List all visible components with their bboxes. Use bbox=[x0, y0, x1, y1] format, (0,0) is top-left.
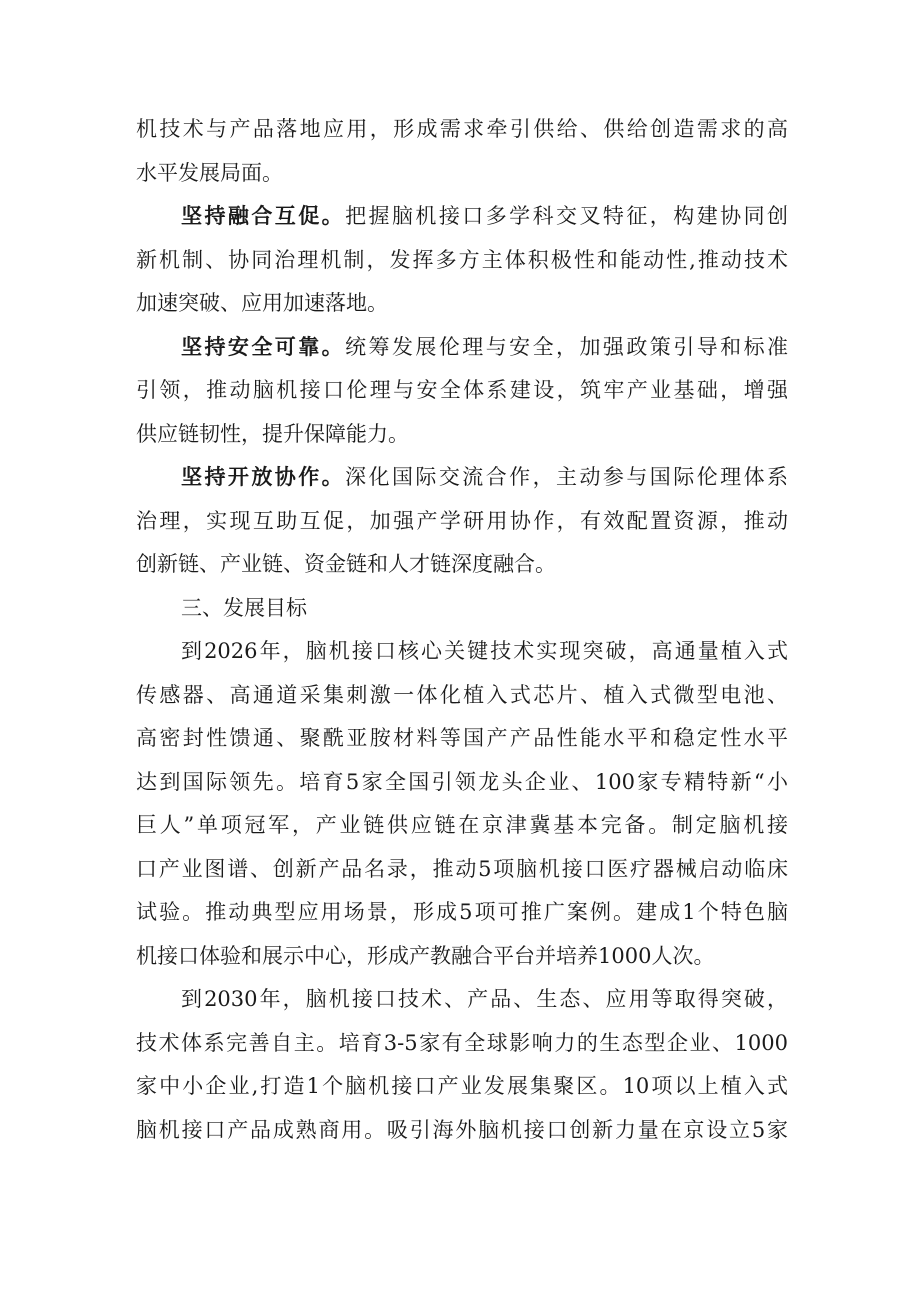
paragraph-text: 统筹发展伦理与安全，加强政策引导和标准 bbox=[345, 334, 789, 359]
text-line: 高密封性馈通、聚酰亚胺材料等国产产品性能水平和稳定性水平 bbox=[136, 726, 788, 750]
text-line: 加速突破、应用加速落地。 bbox=[136, 291, 388, 315]
paragraph-lead: 坚持融合互促。 bbox=[181, 204, 346, 228]
text-line: 创新链、产业链、资金链和人才链深度融合。 bbox=[136, 552, 556, 576]
paragraph-text: 深化国际交流合作，主动参与国际伦理体系 bbox=[345, 465, 789, 489]
text-line bbox=[136, 195, 788, 239]
text-line bbox=[136, 326, 788, 370]
text-line: 供应链韧性，提升保障能力。 bbox=[136, 421, 409, 446]
paragraph-4 bbox=[136, 456, 788, 587]
section-heading: 三、发展目标 bbox=[181, 595, 307, 620]
text-line: 传感器、高通道采集刺激一体化植入式芯片、植入式微型电池、 bbox=[136, 682, 788, 707]
paragraph-lead: 坚持开放协作。 bbox=[181, 465, 346, 489]
text-line: 引领，推动脑机接口伦理与安全体系建设，筑牢产业基础，增强 bbox=[136, 378, 788, 402]
paragraph-2 bbox=[136, 195, 788, 326]
text-line: 巨人”单项冠军，产业链供应链在京津冀基本完备。制定脑机接 bbox=[136, 813, 788, 837]
text-line: 脑机接口产品成熟商用。吸引海外脑机接口创新力量在京设立5家 bbox=[136, 1117, 788, 1142]
paragraph-6 bbox=[136, 978, 788, 1152]
text-line: 机接口体验和展示中心，形成产教融合平台并培养1000人次。 bbox=[136, 943, 715, 968]
paragraph-5 bbox=[136, 630, 788, 978]
text-line: 口产业图谱、创新产品名录，推动5项脑机接口医疗器械启动临床 bbox=[136, 856, 788, 881]
paragraph-1 bbox=[136, 108, 788, 195]
text-line: 水平发展局面。 bbox=[136, 160, 283, 185]
text-line: 到2026年，脑机接口核心关键技术实现突破，高通量植入式 bbox=[181, 639, 788, 663]
text-line: 机技术与产品落地应用，形成需求牵引供给、供给创造需求的高 bbox=[136, 117, 788, 141]
text-line: 新机制、协同治理机制，发挥多方主体积极性和能动性,推动技术 bbox=[136, 247, 788, 272]
text-line: 技术体系完善自主。培育3-5家有全球影响力的生态型企业、1000 bbox=[136, 1030, 788, 1055]
paragraph-text: 把握脑机接口多学科交叉特征，构建协同创 bbox=[345, 204, 789, 228]
paragraph-3 bbox=[136, 326, 788, 457]
text-line: 试验。推动典型应用场景，形成5项可推广案例。建成1个特色脑 bbox=[136, 900, 788, 924]
text-line: 达到国际领先。培育5家全国引领龙头企业、100家专精特新“小 bbox=[136, 769, 788, 794]
document-body bbox=[136, 108, 788, 1152]
text-line: 治理，实现互助互促，加强产学研用协作，有效配置资源，推动 bbox=[136, 508, 788, 533]
text-line: 家中小企业,打造1个脑机接口产业发展集聚区。10项以上植入式 bbox=[136, 1074, 788, 1098]
text-line bbox=[136, 456, 788, 500]
text-line: 到2030年，脑机接口技术、产品、生态、应用等取得突破， bbox=[181, 987, 788, 1011]
paragraph-lead: 坚持安全可靠。 bbox=[181, 334, 346, 359]
